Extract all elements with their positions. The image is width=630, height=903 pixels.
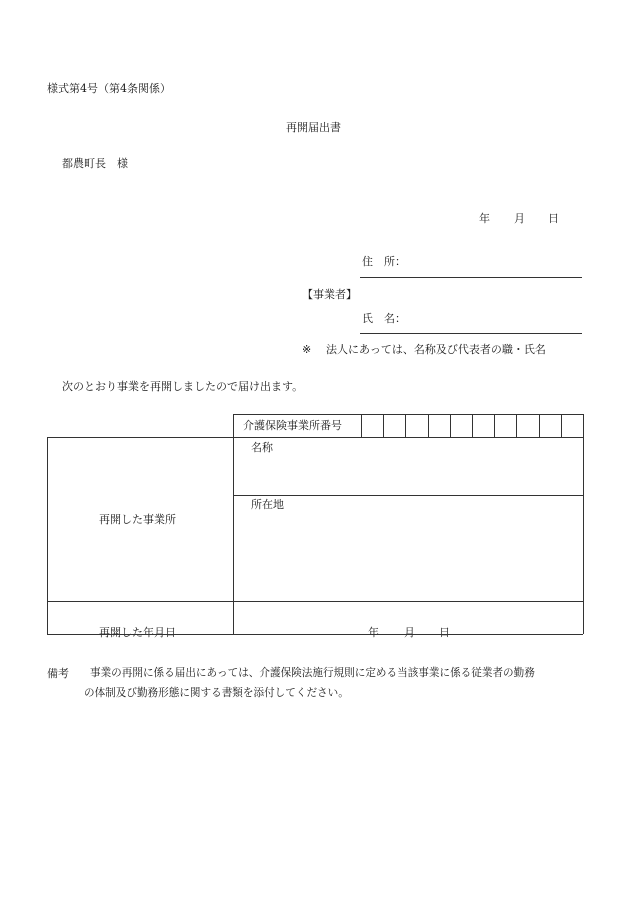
name-underline <box>360 333 582 334</box>
office-location-field[interactable] <box>234 496 582 600</box>
office-label: 再開した事業所 <box>99 513 176 526</box>
table-line <box>47 437 48 634</box>
date-month-label: 月 <box>514 212 525 225</box>
office-number-digit-box[interactable] <box>450 414 472 437</box>
office-number-digit-box[interactable] <box>405 414 427 437</box>
reopen-day-label: 日 <box>439 626 450 639</box>
document-title: 再開届出書 <box>286 121 341 134</box>
table-line <box>47 634 583 635</box>
remarks-line-1: 事業の再開に係る届出にあっては、介護保険法施行規則に定める当該事業に係る従業者の勤務 <box>90 667 535 679</box>
office-number-digit-box[interactable] <box>561 414 583 437</box>
office-name-field[interactable] <box>234 438 582 494</box>
form-number: 様式第4号（第4条関係） <box>47 82 171 95</box>
office-number-digit-box[interactable] <box>428 414 450 437</box>
name-label: 氏 名： <box>362 312 406 325</box>
table-line <box>47 601 583 602</box>
office-number-digit-box[interactable] <box>472 414 494 437</box>
office-name-label: 名称 <box>251 441 273 454</box>
office-location-label: 所在地 <box>251 498 284 511</box>
office-number-digit-box[interactable] <box>539 414 561 437</box>
date-day-label: 日 <box>548 212 559 225</box>
addressee: 都農町長 様 <box>62 157 128 170</box>
office-number-digit-box[interactable] <box>361 414 383 437</box>
reopen-month-label: 月 <box>404 626 415 639</box>
address-underline <box>360 277 582 278</box>
corporate-note: 法人にあっては、名称及び代表者の職・氏名 <box>326 343 546 356</box>
operator-label: 【事業者】 <box>302 288 357 301</box>
office-number-digit-box[interactable] <box>516 414 538 437</box>
remarks-label: 備考 <box>47 667 69 680</box>
office-number-label: 介護保険事業所番号 <box>243 419 342 432</box>
office-number-digit-box[interactable] <box>383 414 405 437</box>
date-year-label: 年 <box>479 212 490 225</box>
intro-text: 次のとおり事業を再開しましたので届け出ます。 <box>62 380 304 393</box>
table-line <box>583 414 584 634</box>
office-number-digit-box[interactable] <box>494 414 516 437</box>
table-line <box>233 601 234 634</box>
corporate-note-mark: ※ <box>302 343 312 356</box>
remarks-line-2: の体制及び勤務形態に関する書類を添付してください。 <box>84 687 349 699</box>
reopen-year-label: 年 <box>368 626 379 639</box>
date-row-label: 再開した年月日 <box>99 626 176 639</box>
address-label: 住 所： <box>362 255 406 268</box>
